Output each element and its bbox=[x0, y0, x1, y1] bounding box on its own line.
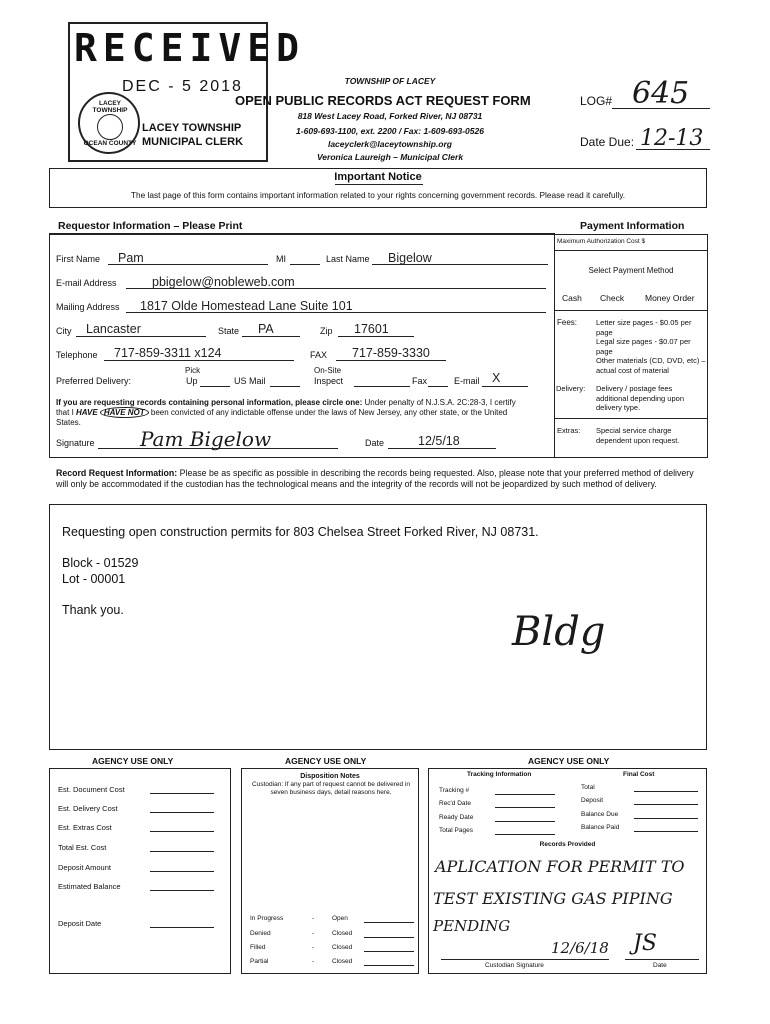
last-name-field[interactable]: Bigelow bbox=[388, 251, 432, 265]
ready-date: Ready Date bbox=[439, 814, 474, 821]
requestor-section-title: Requestor Information – Please Print bbox=[58, 220, 243, 232]
est-document-cost: Est. Document Cost bbox=[58, 785, 125, 794]
request-line-2: Block - 01529 bbox=[62, 556, 139, 570]
final-balance-due: Balance Due bbox=[581, 811, 619, 818]
max-auth-cost: Maximum Authorization Cost $ bbox=[557, 238, 646, 245]
final-total: Total bbox=[581, 784, 595, 791]
mi-label: MI bbox=[276, 254, 286, 264]
est-delivery-cost: Est. Delivery Cost bbox=[58, 804, 118, 813]
money-order-option[interactable]: Money Order bbox=[645, 293, 695, 303]
record-request-intro: Record Request Information: Please be as specific as possible in describing the records being requested. Also, please note that your preferred method of delivery will only be accommodated if the custodian has the technological means and the integrity of the records will not be jeopardized by such method of delivery. bbox=[56, 468, 694, 489]
handwritten-note: Bldg bbox=[512, 609, 606, 655]
notice-text: The last page of this form contains important information related to your rights concerning government records. Please read it carefully. bbox=[130, 190, 626, 200]
handwritten-records-line2: TEST EXISTING GAS PIPING bbox=[433, 889, 673, 908]
email-option-mark[interactable]: X bbox=[492, 371, 501, 385]
handwritten-custodian-initials: JS bbox=[633, 931, 657, 956]
preferred-delivery-label: Preferred Delivery: bbox=[56, 376, 132, 386]
email-label: E-mail Address bbox=[56, 278, 117, 288]
handwritten-custodian-date: 12/6/18 bbox=[551, 939, 609, 957]
zip-field[interactable]: 17601 bbox=[354, 322, 389, 336]
disposition-box: Disposition Notes Custodian: If any part of request cannot be delivered in seven business days, detail reasons here. In Progress - Open Denied - Closed Filled - Closed Partial - Closed bbox=[241, 768, 419, 974]
tracking-number: Tracking # bbox=[439, 787, 470, 794]
delivery-fees-label: Delivery: bbox=[556, 384, 586, 393]
extras-text: Special service charge dependent upon request. bbox=[596, 426, 680, 445]
stamp-office-line2: MUNICIPAL CLERK bbox=[142, 136, 244, 148]
custodian-date-label: Date bbox=[653, 962, 667, 969]
tracking-title: Tracking Information bbox=[467, 771, 532, 778]
check-option[interactable]: Check bbox=[600, 293, 625, 303]
notice-title: Important Notice bbox=[334, 171, 422, 183]
request-line-1: Requesting open construction permits for 803 Chelsea Street Forked River, NJ 08731. bbox=[62, 525, 539, 539]
first-name-field[interactable]: Pam bbox=[118, 251, 144, 265]
township-name: TOWNSHIP OF LACEY bbox=[344, 76, 436, 86]
agency-heading-3: AGENCY USE ONLY bbox=[528, 756, 610, 766]
city-label: City bbox=[56, 326, 72, 336]
onsite-label: On-Site bbox=[314, 366, 342, 375]
email-field[interactable]: pbigelow@nobleweb.com bbox=[152, 275, 295, 289]
form-title: OPEN PUBLIC RECORDS ACT REQUEST FORM bbox=[235, 93, 531, 108]
mailing-address-field[interactable]: 1817 Olde Homestead Lane Suite 101 bbox=[140, 299, 353, 313]
status-closed-2: Closed bbox=[332, 944, 353, 951]
total-pages: Total Pages bbox=[439, 827, 473, 834]
have-option[interactable]: HAVE bbox=[76, 408, 98, 417]
township-seal: LACEY TOWNSHIP OCEAN COUNTY bbox=[78, 92, 140, 154]
status-partial: Partial bbox=[250, 958, 269, 965]
last-name-label: Last Name bbox=[326, 254, 370, 264]
status-filled: Filled bbox=[250, 944, 266, 951]
log-label: LOG# bbox=[580, 94, 613, 108]
est-extras-cost: Est. Extras Cost bbox=[58, 823, 112, 832]
select-payment-method: Select Payment Method bbox=[588, 266, 674, 275]
signature-label: Signature bbox=[56, 438, 95, 448]
stamp-received-text: RECEIVED bbox=[74, 26, 306, 70]
zip-label: Zip bbox=[320, 326, 333, 336]
delivery-fees-text: Delivery / postage fees additional depending upon delivery type. bbox=[596, 384, 684, 412]
record-request-box[interactable] bbox=[49, 504, 707, 750]
fee-legal: Legal size pages - $0.07 per page bbox=[596, 337, 691, 356]
deposit-amount: Deposit Amount bbox=[58, 863, 111, 872]
inspect-label: Inspect bbox=[314, 376, 344, 386]
header-clerk: Veronica Laureigh – Municipal Clerk bbox=[316, 152, 464, 162]
telephone-label: Telephone bbox=[56, 350, 98, 360]
stamp-office-line1: LACEY TOWNSHIP bbox=[142, 122, 242, 134]
header-email: laceyclerk@laceytownship.org bbox=[327, 139, 453, 149]
log-number[interactable]: 645 bbox=[632, 76, 690, 111]
fee-other: Other materials (CD, DVD, etc) – actual cost of material bbox=[596, 356, 706, 375]
agency-heading-2: AGENCY USE ONLY bbox=[285, 756, 367, 766]
fax-label: FAX bbox=[310, 350, 328, 360]
custodian-signature-label: Custodian Signature bbox=[485, 962, 544, 969]
disposition-title: Disposition Notes bbox=[300, 773, 360, 780]
pick-label: Pick bbox=[185, 366, 201, 375]
signature-field[interactable]: Pam Bigelow bbox=[140, 427, 272, 451]
fees-list bbox=[596, 318, 706, 375]
handwritten-records-line3: PENDING bbox=[433, 917, 511, 935]
final-deposit: Deposit bbox=[581, 797, 604, 804]
date-due-label: Date Due: bbox=[580, 135, 635, 149]
header-address: 818 West Lacey Road, Forked River, NJ 08731 bbox=[297, 111, 483, 121]
records-provided-title: Records Provided bbox=[539, 841, 596, 848]
state-field[interactable]: PA bbox=[258, 322, 274, 336]
mailing-address-label: Mailing Address bbox=[56, 302, 120, 312]
recd-date: Rec'd Date bbox=[439, 800, 471, 807]
tracking-box bbox=[428, 768, 707, 974]
cash-option[interactable]: Cash bbox=[562, 293, 582, 303]
disposition-text: Custodian: If any part of request cannot be delivered in seven business days, detail reasons here. bbox=[252, 781, 410, 796]
status-denied: Denied bbox=[250, 930, 271, 937]
have-not-option[interactable]: HAVE NOT bbox=[100, 407, 149, 418]
us-mail-label: US Mail bbox=[234, 376, 266, 386]
date-label: Date bbox=[365, 438, 385, 448]
agency-heading-1: AGENCY USE ONLY bbox=[92, 756, 174, 766]
pickup-label: Up bbox=[186, 376, 198, 386]
status-closed-1: Closed bbox=[332, 930, 353, 937]
certification-text: If you are requesting records containing personal information, please circle one: Under penalty of N.J.S.A. 2C:28-3, I certify that I HAVE HAVE NOT been convicted of any indictable offense under the laws of New Jersey, any other state, or the United States. bbox=[56, 398, 516, 427]
date-field[interactable]: 12/5/18 bbox=[418, 434, 460, 448]
telephone-field[interactable]: 717-859-3311 x124 bbox=[114, 346, 222, 360]
email-option-label: E-mail bbox=[454, 376, 480, 386]
header-phone: 1-609-693-1100, ext. 2200 / Fax: 1-609-693-0526 bbox=[296, 126, 484, 136]
payment-title: Payment Information bbox=[580, 220, 685, 232]
deposit-date: Deposit Date bbox=[58, 919, 102, 928]
fee-letter: Letter size pages - $0.05 per page bbox=[596, 318, 692, 337]
request-line-4: Thank you. bbox=[62, 603, 124, 617]
status-open: Open bbox=[332, 915, 348, 922]
estimated-balance: Estimated Balance bbox=[58, 882, 121, 891]
date-due-value[interactable]: 12-13 bbox=[640, 126, 704, 151]
request-line-3: Lot - 00001 bbox=[62, 572, 126, 586]
fees-label: Fees: bbox=[557, 318, 578, 327]
final-cost-title: Final Cost bbox=[623, 771, 655, 778]
received-stamp bbox=[68, 22, 306, 162]
stamp-date: DEC - 5 2018 bbox=[122, 78, 243, 95]
fax-option-label: Fax bbox=[412, 376, 428, 386]
agency-cost-box bbox=[49, 768, 231, 974]
extras-label: Extras: bbox=[557, 426, 581, 435]
important-notice bbox=[49, 168, 707, 208]
handwritten-records-line1: APLICATION FOR PERMIT TO bbox=[435, 857, 685, 876]
fax-field[interactable]: 717-859-3330 bbox=[352, 346, 430, 360]
first-name-label: First Name bbox=[56, 254, 101, 264]
status-in-progress: In Progress bbox=[250, 915, 284, 922]
final-balance-paid: Balance Paid bbox=[581, 824, 620, 831]
status-closed-3: Closed bbox=[332, 958, 353, 965]
city-field[interactable]: Lancaster bbox=[86, 322, 141, 336]
total-est-cost: Total Est. Cost bbox=[58, 843, 107, 852]
state-label: State bbox=[218, 326, 240, 336]
